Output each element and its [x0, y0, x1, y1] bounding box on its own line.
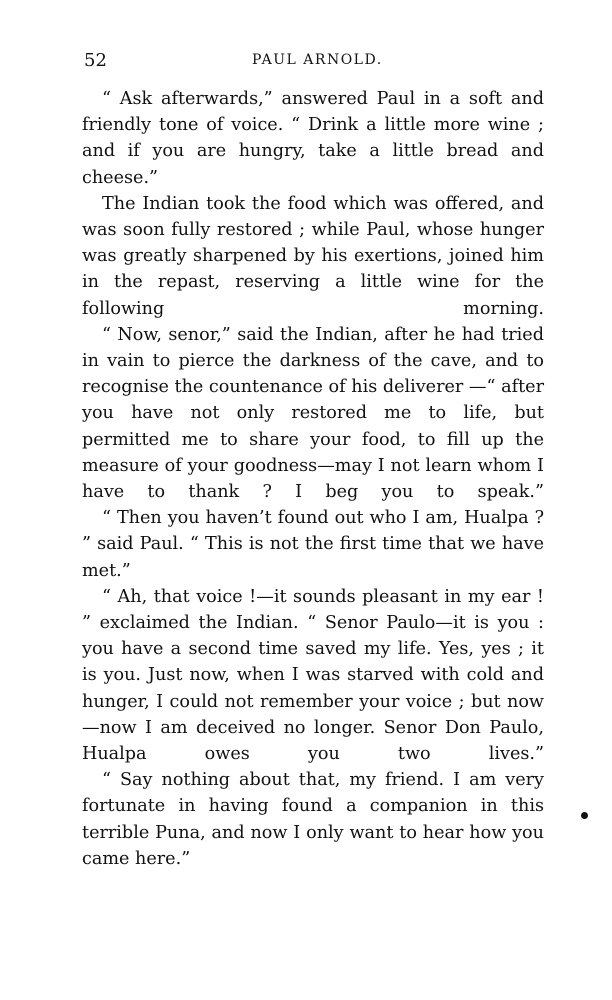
running-title: PAUL ARNOLD.	[252, 52, 383, 68]
paragraph: The Indian took the food which was offered, and was soon fully restored ; while Paul, whose hunger was greatly sharpened by his exertions, joined him in the repast, reserving a little wine for the following morning.	[82, 193, 544, 319]
body-text	[82, 86, 544, 872]
paragraph: “ Say nothing about that, my friend. I am very fortunate in having found a companion in this terrible Puna, and now I only want to hear how you came here.”	[82, 770, 544, 869]
ink-spot	[581, 812, 588, 819]
paragraph: “ Now, senor,” said the Indian, after he had tried in vain to pierce the darkness of the cave, and to recognise the countenance of his deliverer —“ after you have not only restored me to life, but permitted me to share your food, to fill up the measure of your goodness—may I not learn whom I have to thank ? I beg you to speak.”	[82, 324, 544, 503]
page-number: 52	[84, 50, 107, 71]
paragraph: “ Ah, that voice !—it sounds pleasant in my ear ! ” exclaimed the Indian. “ Senor Paulo—it is you : you have a second time saved my life. Yes, yes ; it is you. Just now, when I was starved with cold and hunger, I could not remember your voice ; but now—now I am deceived no longer. Senor Don Paulo, Hualpa owes you two lives.”	[82, 586, 544, 765]
paragraph: “ Ask afterwards,” answered Paul in a soft and friendly tone of voice. “ Drink a little more wine ; and if you are hungry, take a little bread and cheese.”	[82, 89, 544, 188]
paragraph: “ Then you haven’t found out who I am, Hualpa ? ” said Paul. “ This is not the first time that we have met.”	[82, 508, 544, 581]
page-header	[84, 50, 544, 72]
